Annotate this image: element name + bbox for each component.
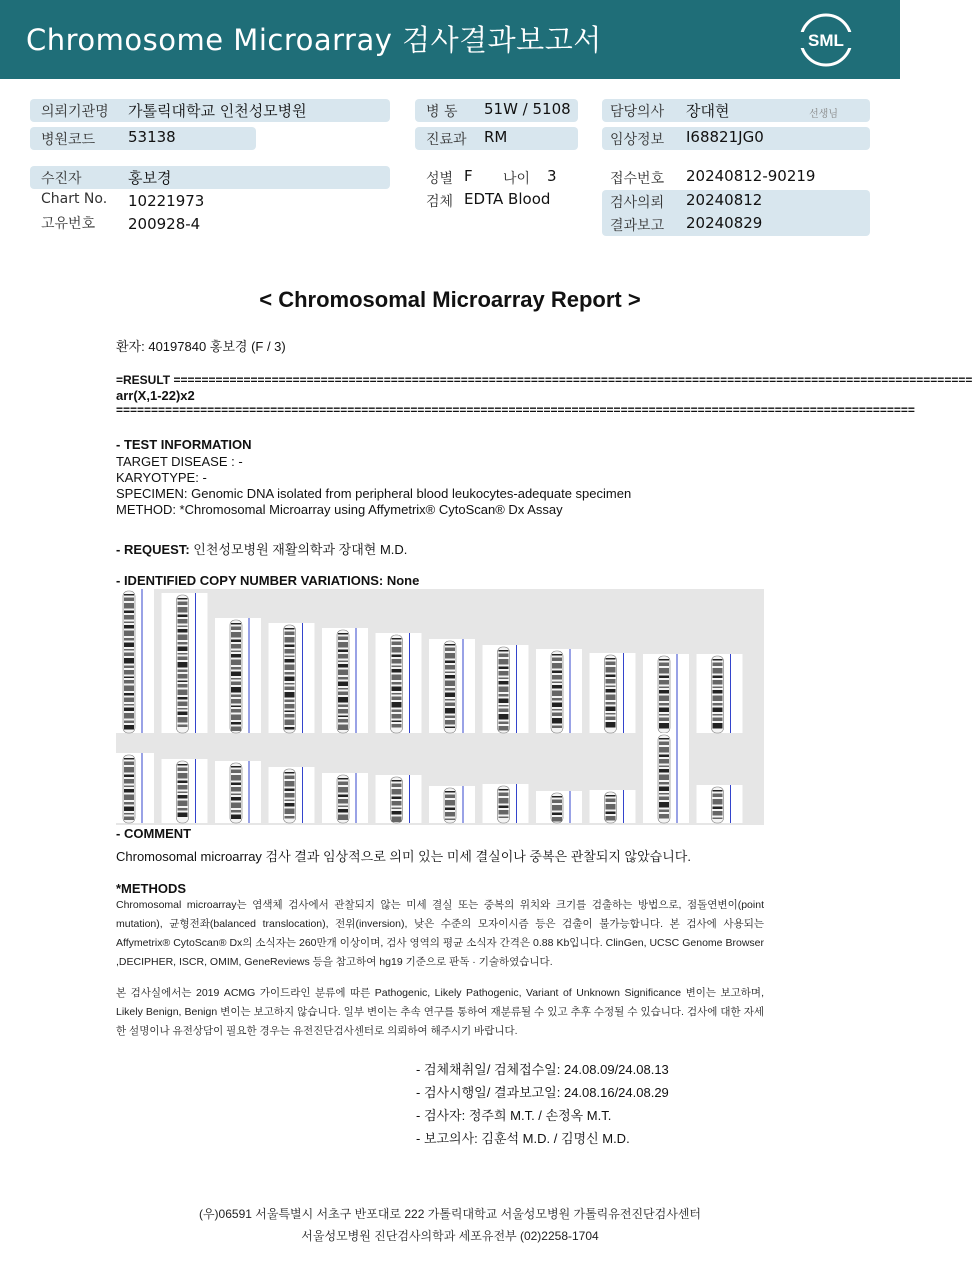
hospital-code-value: 53138 [128, 128, 176, 146]
specimen-value: EDTA Blood [464, 190, 551, 208]
test-dates: - 검사시행일/ 결과보고일: 24.08.16/24.08.29 [416, 1085, 669, 1100]
unique-value: 200928-4 [128, 215, 201, 233]
doctor-value: 장대현 [686, 102, 730, 120]
age-label: 나이 [503, 171, 531, 187]
chart-label: Chart No. [41, 191, 108, 207]
report-date-value: 20240829 [686, 214, 763, 232]
sex-label: 성별 [426, 171, 454, 187]
method-line: METHOD: *Chromosomal Microarray using Affymetrix® CytoScan® Dx Assay [116, 502, 563, 517]
request-heading: - REQUEST: [116, 542, 190, 557]
test-info-heading: - TEST INFORMATION [116, 437, 252, 452]
request-date-value: 20240812 [686, 191, 763, 209]
ward-value: 51W / 5108 [484, 100, 571, 118]
institution-label: 의뢰기관명 [41, 104, 109, 120]
sex-value: F [464, 167, 473, 185]
specimen-label: 검체 [426, 194, 454, 210]
receipt-label: 접수번호 [610, 171, 665, 187]
collect-dates: - 검체채취일/ 검체접수일: 24.08.09/24.08.13 [416, 1062, 669, 1077]
footer-department: 서울성모병원 진단검사의학과 세포유전부 (02)2258-1704 [301, 1229, 599, 1243]
unique-label: 고유번호 [41, 216, 96, 232]
patient-line: 환자: 40197840 홍보경 (F / 3) [116, 339, 286, 354]
request-line [116, 539, 407, 558]
tester-line: - 검사자: 정주희 M.T. / 손정옥 M.T. [416, 1108, 612, 1123]
age-value: 3 [547, 167, 557, 185]
specimen-line: SPECIMEN: Genomic DNA isolated from peripheral blood leukocytes-adequate specimen [116, 486, 632, 501]
clinical-value: I68821JG0 [686, 128, 764, 146]
result-value: arr(X,1-22)x2 [116, 388, 195, 403]
result-separator: ================================================================================================================== [173, 373, 972, 387]
doctor-suffix: 선생님 [809, 109, 838, 120]
result-separator-bottom: ================================================================================================================== [116, 403, 915, 417]
methods-paragraph-2: 본 검사실에서는 2019 ACMG 가이드라인 분류에 따른 Pathogenic, Likely Pathogenic, Variant of Unknown Significance 변이는 보고하며, Likely Benign, Benign 변이는 보고하지 않습니다. 일부 변이는 추속 연구를 통하여 재분류될 수 있고 추후 수정될 수 있습니다. 검사에 대한 자세한 설명이나 유전상담이 필요한 경우는 유전진단검사센터로 의뢰하여 해주시기 바랍니다. [116, 987, 764, 1037]
dept-label: 진료과 [426, 132, 467, 148]
patient-value: 홍보경 [128, 169, 172, 187]
cnv-heading: - IDENTIFIED COPY NUMBER VARIATIONS: None [116, 573, 420, 588]
result-line [116, 373, 972, 387]
chart-value: 10221973 [128, 192, 205, 210]
document-title: Chromosome Microarray 검사결과보고서 [26, 23, 602, 57]
footer-address: (우)06591 서울특별시 서초구 반포대로 222 가톨릭대학교 서울성모병원 가톨릭유전진단검사센터 [198, 1207, 702, 1221]
header-bar [0, 0, 900, 79]
logo-text: SML [808, 31, 844, 50]
result-label: =RESULT [116, 373, 174, 387]
hospital-code-label: 병원코드 [41, 132, 96, 148]
receipt-value: 20240812-90219 [686, 167, 816, 185]
karyogram-image [116, 589, 764, 825]
reporter-line: - 보고의사: 김훈석 M.D. / 김명신 M.D. [416, 1131, 630, 1146]
doctor-label: 담당의사 [610, 104, 665, 120]
institution-value: 가톨릭대학교 인천성모병원 [128, 102, 307, 120]
methods-paragraph-1: Chromosomal microarray는 염색체 검사에서 관찰되지 않는 미세 결실 또는 중복의 위치와 크기를 검출하는 방법으로, 점돌연변이(point mutation), 균형전좌(balanced translocation), 전위(inversion), 낮은 수준의 모자이시즘 등은 검출이 불가능합니다. 본 검사에 사용되는 Affymetrix® CytoScan® Dx의 소식자는 260만개 이상이며, 검사 영역의 평균 소식자 간격은 0.88 Kb입니다. ClinGen, UCSC Genome Browser ,DECIPHER, ISCR, OMIM, GeneReviews 등을 참고하여 hg19 기준으로 판독 · 기술하였습니다. [116, 899, 764, 968]
request-value: 인천성모병원 재활의학과 장대현 M.D. [193, 542, 408, 557]
comment-heading: - COMMENT [116, 826, 192, 841]
report-title: < Chromosomal Microarray Report > [259, 287, 641, 312]
patient-row [30, 166, 390, 189]
ward-label: 병 동 [426, 104, 458, 120]
patient-label: 수진자 [41, 171, 82, 187]
target-disease: TARGET DISEASE : - [116, 454, 243, 469]
clinical-label: 임상정보 [610, 132, 665, 148]
dept-value: RM [484, 128, 508, 146]
karyotype: KARYOTYPE: - [116, 470, 207, 485]
comment-text: Chromosomal microarray 검사 결과 임상적으로 의미 있는 미세 결실이나 중복은 관찰되지 않았습니다. [116, 849, 691, 864]
sml-logo [796, 10, 856, 70]
methods-heading: *METHODS [116, 881, 187, 896]
report-date-label: 결과보고 [610, 218, 665, 234]
request-date-label: 검사의뢰 [610, 195, 665, 211]
